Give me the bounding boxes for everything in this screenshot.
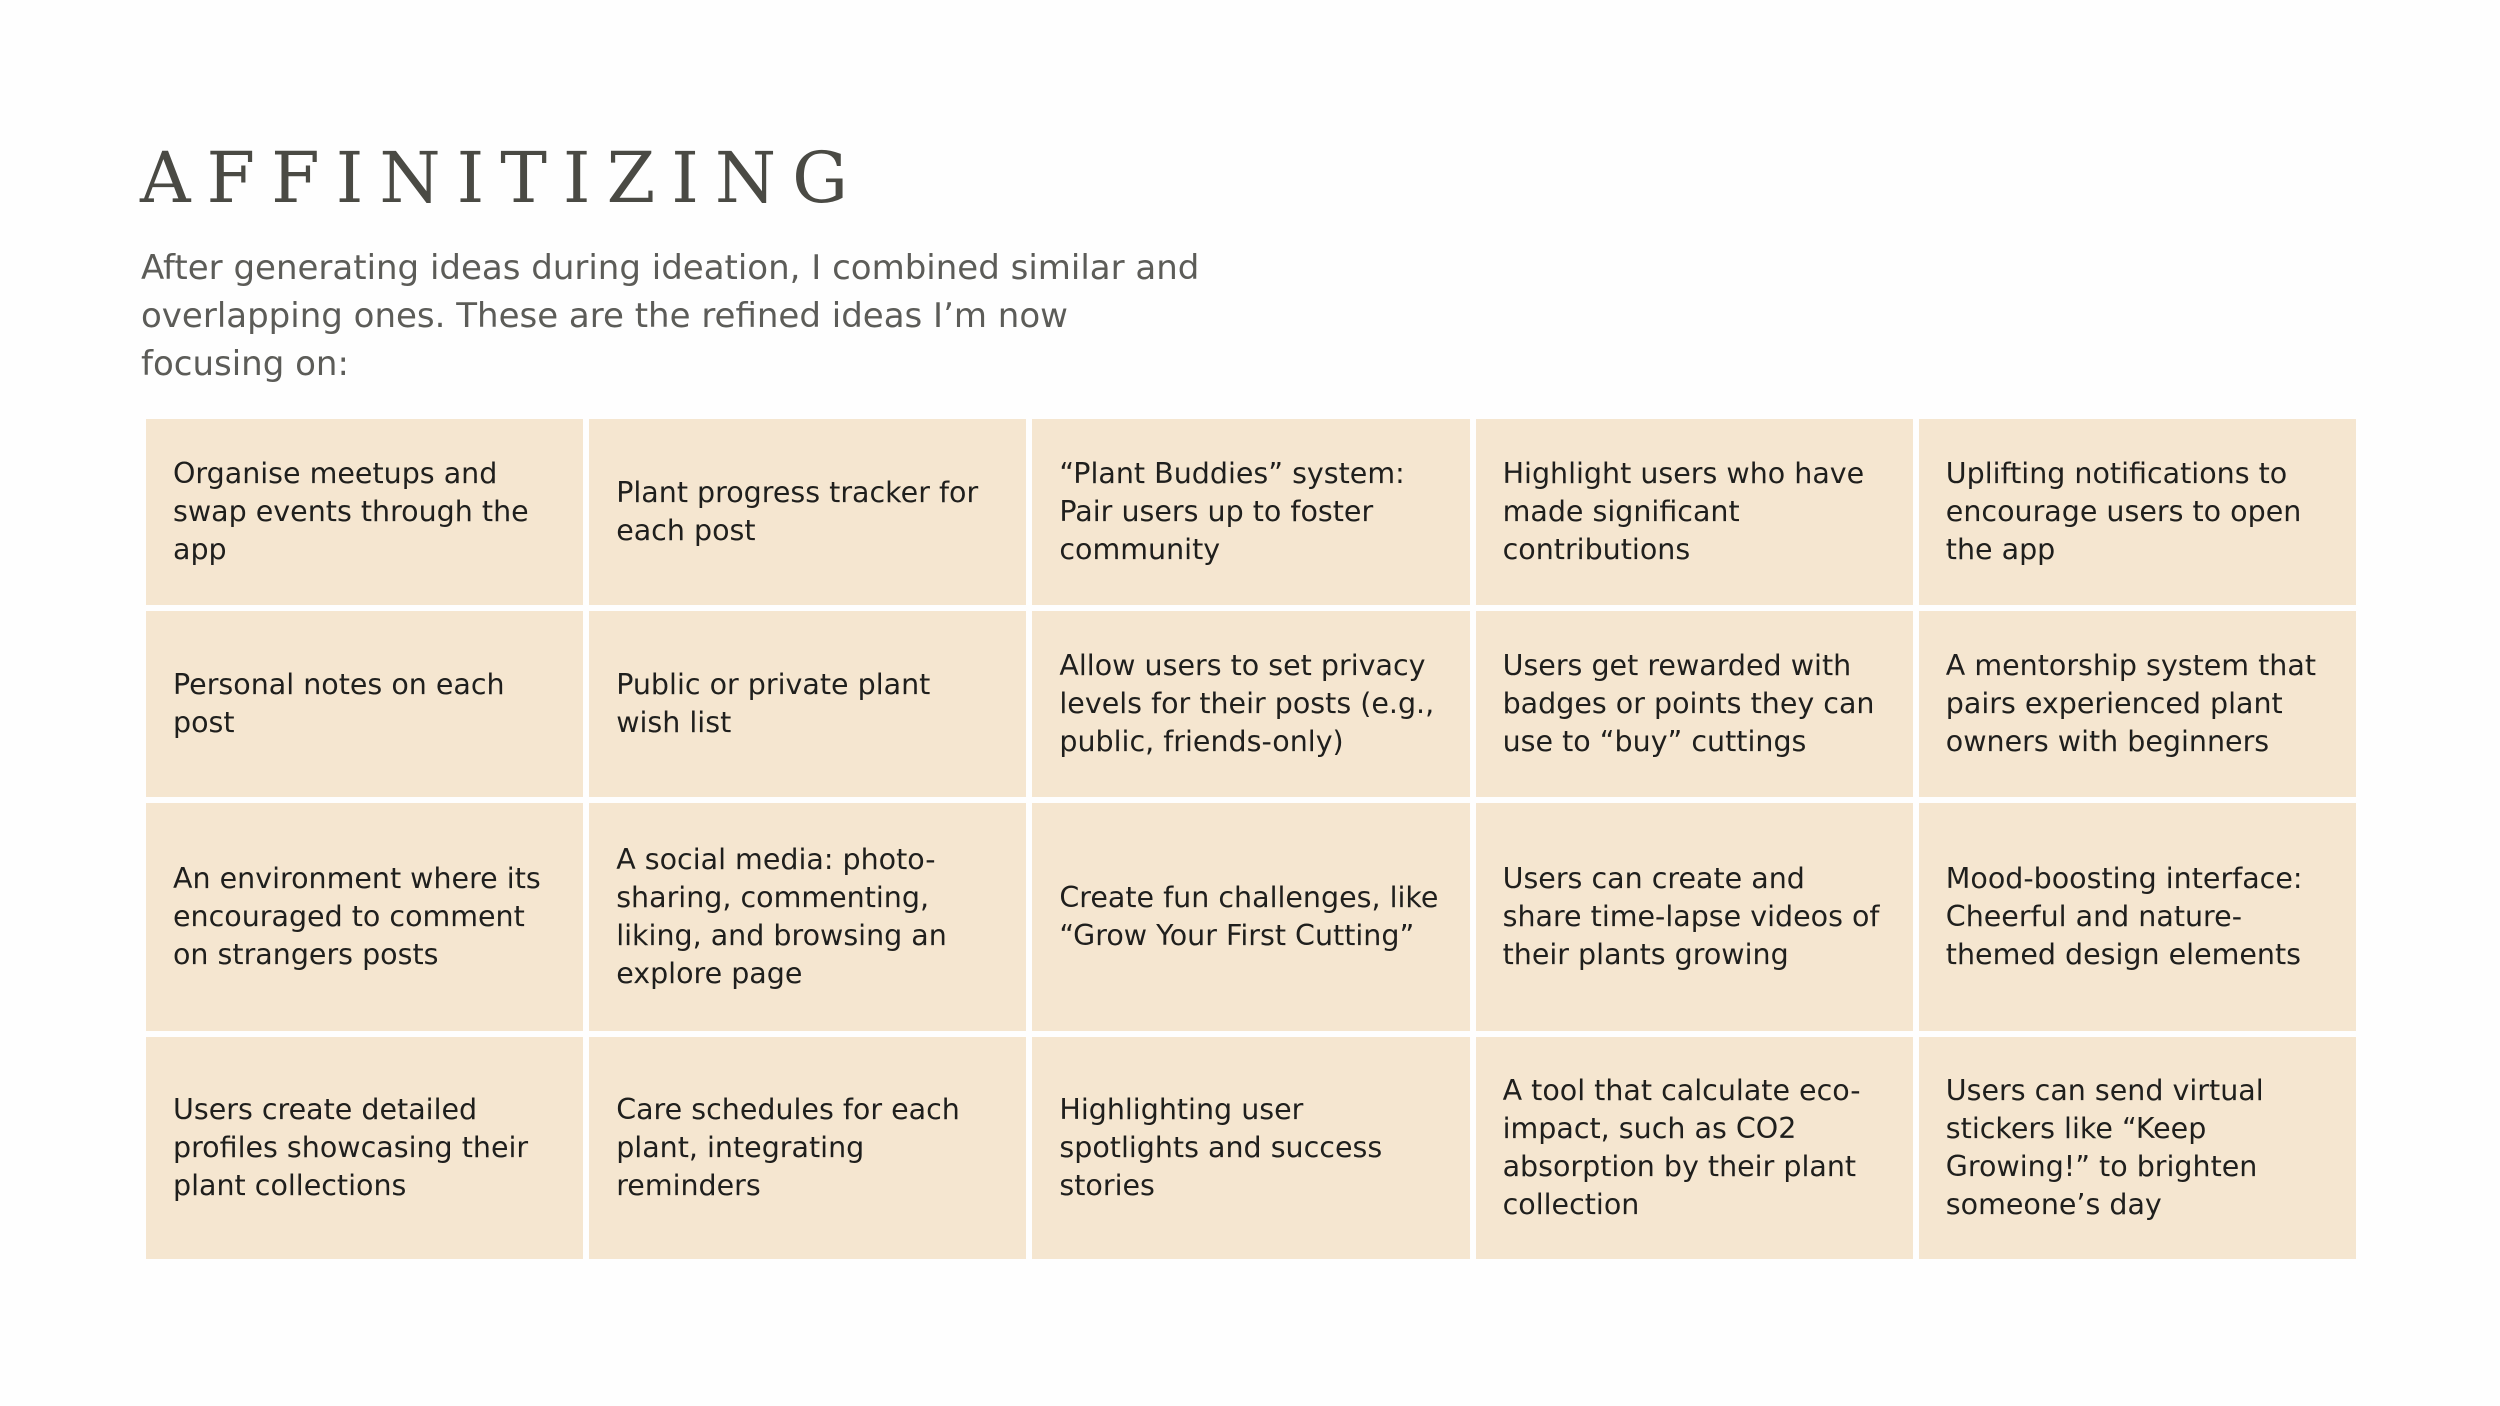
idea-text: Plant progress tracker for each post bbox=[616, 476, 979, 547]
idea-text: Organise meetups and swap events through the app bbox=[173, 457, 529, 566]
idea-text: Allow users to set privacy levels for their posts (e.g., public, friends-only) bbox=[1059, 649, 1435, 758]
idea-card-r4-c1 bbox=[146, 1037, 583, 1259]
idea-card-r1-c5 bbox=[1919, 419, 2356, 605]
idea-text: “Plant Buddies” system: Pair users up to foster community bbox=[1059, 457, 1405, 566]
intro-paragraph: After generating ideas during ideation, I combined similar and overlapping ones. These are the refined ideas I’m now focusing on: bbox=[141, 248, 1200, 384]
idea-card-r4-c3 bbox=[1032, 1037, 1469, 1259]
idea-text: Users create detailed profiles showcasing their plant collections bbox=[173, 1093, 529, 1202]
idea-text: Care schedules for each plant, integrating reminders bbox=[616, 1093, 960, 1202]
idea-text: A mentorship system that pairs experienced plant owners with beginners bbox=[1945, 649, 2316, 758]
idea-card-r4-c4 bbox=[1476, 1037, 1913, 1259]
ideas-grid bbox=[146, 419, 2356, 1259]
idea-card-r3-c5 bbox=[1919, 803, 2356, 1031]
idea-text: An environment where its encouraged to comment on strangers posts bbox=[173, 862, 541, 971]
idea-card-r4-c5 bbox=[1919, 1037, 2356, 1259]
idea-text: Highlighting user spotlights and success stories bbox=[1059, 1093, 1383, 1202]
idea-card-r2-c4 bbox=[1476, 611, 1913, 797]
page-title: AFFINITIZING bbox=[140, 137, 865, 219]
idea-card-r2-c3 bbox=[1032, 611, 1469, 797]
idea-text: Personal notes on each post bbox=[173, 668, 505, 739]
idea-text: Create fun challenges, like “Grow Your First Cutting” bbox=[1059, 881, 1439, 952]
idea-text: Uplifting notifications to encourage users to open the app bbox=[1945, 457, 2302, 566]
idea-card-r2-c5 bbox=[1919, 611, 2356, 797]
idea-text: A tool that calculate eco-impact, such as CO2 absorption by their plant collection bbox=[1502, 1074, 1861, 1221]
idea-card-r4-c2 bbox=[589, 1037, 1026, 1259]
idea-text: A social media: photo-sharing, commenting, liking, and browsing an explore page bbox=[616, 843, 947, 990]
idea-card-r3-c4 bbox=[1476, 803, 1913, 1031]
idea-card-r1-c4 bbox=[1476, 419, 1913, 605]
idea-card-r3-c3 bbox=[1032, 803, 1469, 1031]
idea-card-r2-c1 bbox=[146, 611, 583, 797]
idea-text: Users get rewarded with badges or points they can use to “buy” cuttings bbox=[1502, 649, 1875, 758]
idea-card-r1-c3 bbox=[1032, 419, 1469, 605]
idea-card-r3-c1 bbox=[146, 803, 583, 1031]
idea-card-r2-c2 bbox=[589, 611, 1026, 797]
idea-card-r3-c2 bbox=[589, 803, 1026, 1031]
idea-card-r1-c2 bbox=[589, 419, 1026, 605]
idea-text: Users can send virtual stickers like “Keep Growing!” to brighten someone’s day bbox=[1945, 1074, 2264, 1221]
idea-text: Mood-boosting interface: Cheerful and nature-themed design elements bbox=[1945, 862, 2303, 971]
idea-text: Public or private plant wish list bbox=[616, 668, 931, 739]
idea-text: Users can create and share time-lapse videos of their plants growing bbox=[1502, 862, 1880, 971]
idea-card-r1-c1 bbox=[146, 419, 583, 605]
idea-text: Highlight users who have made significant contributions bbox=[1502, 457, 1865, 566]
